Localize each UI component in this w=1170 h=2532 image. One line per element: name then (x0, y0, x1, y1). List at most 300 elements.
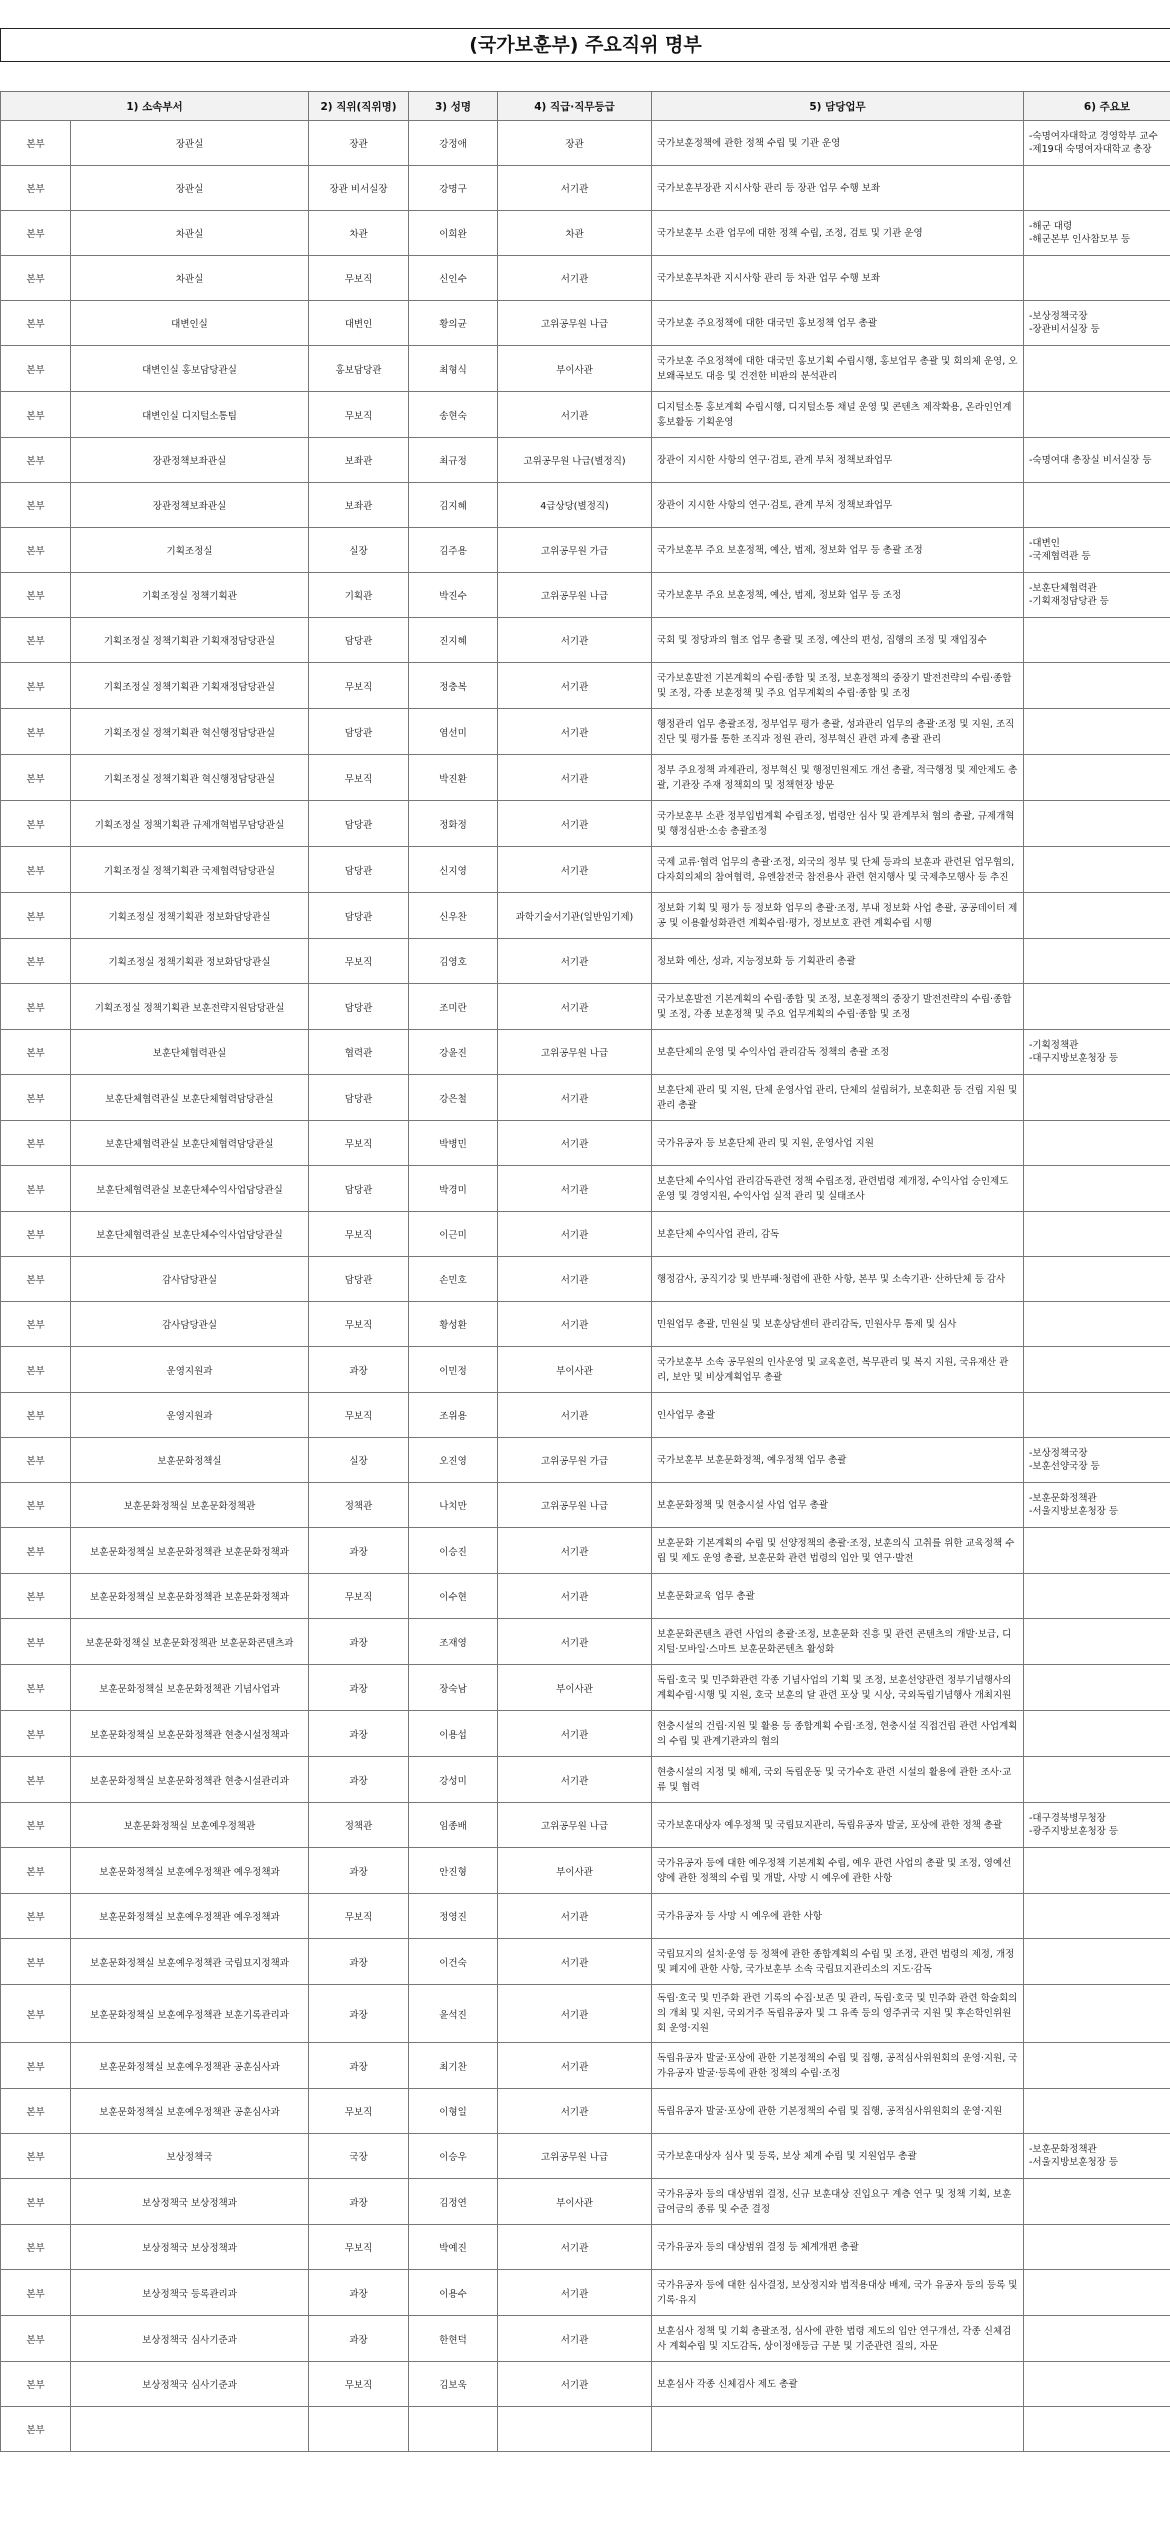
cell-duties: 국가유공자 등 보훈단체 관리 및 지원, 운영사업 지원 (652, 1121, 1024, 1166)
cell-grade: 서기관 (498, 2362, 652, 2407)
cell-position: 정책관 (309, 1803, 409, 1848)
cell-department: 운영지원과 (71, 1393, 309, 1438)
cell-position: 무보직 (309, 1894, 409, 1939)
cell-name: 황의균 (409, 301, 498, 346)
cell-position: 무보직 (309, 392, 409, 438)
cell-duties: 민원업무 총괄, 민원실 및 보훈상담센터 관리감독, 민원사무 통제 및 심사 (652, 1302, 1024, 1347)
cell-name: 조재영 (409, 1619, 498, 1665)
cell-grade: 부이사관 (498, 346, 652, 392)
cell-hq: 본부 (1, 1030, 71, 1075)
cell-name: 강윤진 (409, 1030, 498, 1075)
cell-position: 보좌관 (309, 483, 409, 528)
cell-department: 보훈단체협력관실 (71, 1030, 309, 1075)
cell-name: 신지영 (409, 847, 498, 893)
cell-department: 보훈문화정책실 보훈예우정책관 예우정책과 (71, 1894, 309, 1939)
cell-hq: 본부 (1, 1665, 71, 1711)
cell-hq: 본부 (1, 847, 71, 893)
table-row (1, 256, 1170, 301)
table-row (1, 2407, 1170, 2452)
cell-hq: 본부 (1, 1166, 71, 1212)
cell-department: 보훈단체협력관실 보훈단체수익사업담당관실 (71, 1166, 309, 1212)
cell-hq: 본부 (1, 1803, 71, 1848)
cell-grade: 과학기술서기관(일반임기제) (498, 893, 652, 939)
cell-duties: 국가보훈대상자 심사 및 등록, 보상 체계 수립 및 지원업무 총괄 (652, 2134, 1024, 2179)
cell-hq: 본부 (1, 2316, 71, 2362)
table-row (1, 1302, 1170, 1347)
cell-career (1024, 618, 1170, 663)
cell-hq: 본부 (1, 483, 71, 528)
table-row (1, 893, 1170, 939)
table-row (1, 2316, 1170, 2362)
cell-name: 나치만 (409, 1483, 498, 1528)
cell-grade: 서기관 (498, 1302, 652, 1347)
cell-name: 강명구 (409, 166, 498, 211)
cell-grade: 장관 (498, 121, 652, 166)
cell-grade: 서기관 (498, 984, 652, 1030)
cell-hq: 본부 (1, 1075, 71, 1121)
cell-name: 강성미 (409, 1757, 498, 1803)
cell-career: -해군 대령 -해군본부 인사참모부 등 (1024, 211, 1170, 256)
cell-name: 이승진 (409, 1528, 498, 1574)
cell-position: 담당관 (309, 801, 409, 847)
cell-name: 박예진 (409, 2225, 498, 2270)
cell-grade: 4급상당(별정직) (498, 483, 652, 528)
cell-hq: 본부 (1, 893, 71, 939)
cell-position: 과장 (309, 2179, 409, 2225)
cell-career (1024, 984, 1170, 1030)
cell-career (1024, 1985, 1170, 2043)
cell-position: 담당관 (309, 1075, 409, 1121)
cell-department: 보상정책국 심사기준과 (71, 2316, 309, 2362)
cell-grade: 서기관 (498, 1075, 652, 1121)
cell-position: 실장 (309, 1438, 409, 1483)
table-row (1, 166, 1170, 211)
cell-duties: 국가보훈부 주요 보훈정책, 예산, 법제, 정보화 업무 등 조정 (652, 573, 1024, 618)
cell-department: 보훈문화정책실 보훈문화정책관 보훈문화정책과 (71, 1574, 309, 1619)
table-row (1, 1166, 1170, 1212)
cell-position: 과장 (309, 1711, 409, 1757)
cell-grade: 서기관 (498, 2225, 652, 2270)
cell-department: 차관실 (71, 256, 309, 301)
table-row (1, 1347, 1170, 1393)
cell-name: 김지혜 (409, 483, 498, 528)
cell-career: -숙명여대 총장실 비서실장 등 (1024, 438, 1170, 483)
cell-career (1024, 1257, 1170, 1302)
cell-duties: 인사업무 총괄 (652, 1393, 1024, 1438)
cell-name: 강정애 (409, 121, 498, 166)
cell-name: 이수현 (409, 1574, 498, 1619)
cell-hq: 본부 (1, 1212, 71, 1257)
cell-name: 이용섭 (409, 1711, 498, 1757)
cell-department: 보상정책국 보상정책과 (71, 2179, 309, 2225)
cell-grade: 고위공무원 나급(별정직) (498, 438, 652, 483)
cell-name: 조위용 (409, 1393, 498, 1438)
table-row (1, 801, 1170, 847)
cell-duties: 보훈단체 관리 및 지원, 단체 운영사업 관리, 단체의 설립허가, 보훈회관 등 건립 지원 및 관리 총괄 (652, 1075, 1024, 1121)
cell-department: 보훈문화정책실 보훈문화정책관 보훈문화콘텐츠과 (71, 1619, 309, 1665)
cell-name: 정충복 (409, 663, 498, 709)
cell-name: 이희완 (409, 211, 498, 256)
cell-career (1024, 2179, 1170, 2225)
cell-career (1024, 1939, 1170, 1985)
table-row (1, 1528, 1170, 1574)
cell-grade: 고위공무원 가급 (498, 528, 652, 573)
table-row (1, 211, 1170, 256)
table-row (1, 1030, 1170, 1075)
cell-hq: 본부 (1, 166, 71, 211)
cell-position: 대변인 (309, 301, 409, 346)
cell-position: 과장 (309, 2316, 409, 2362)
cell-career (1024, 2316, 1170, 2362)
cell-duties: 장관이 지시한 사항의 연구·검토, 관계 부처 정책보좌업무 (652, 438, 1024, 483)
cell-department: 보훈문화정책실 보훈문화정책관 (71, 1483, 309, 1528)
cell-grade: 서기관 (498, 663, 652, 709)
cell-career: -기획정책관 -대구지방보훈청장 등 (1024, 1030, 1170, 1075)
cell-hq: 본부 (1, 256, 71, 301)
cell-name: 정영진 (409, 1894, 498, 1939)
cell-hq: 본부 (1, 1302, 71, 1347)
table-row (1, 346, 1170, 392)
cell-grade: 서기관 (498, 1711, 652, 1757)
cell-name: 신인수 (409, 256, 498, 301)
cell-name: 임종배 (409, 1803, 498, 1848)
cell-career (1024, 392, 1170, 438)
cell-department: 기획조정실 정책기획관 혁신행정담당관실 (71, 755, 309, 801)
cell-name: 박경미 (409, 1166, 498, 1212)
cell-grade: 서기관 (498, 2316, 652, 2362)
table-row (1, 618, 1170, 663)
table-row (1, 709, 1170, 755)
cell-hq: 본부 (1, 1848, 71, 1894)
cell-career (1024, 755, 1170, 801)
cell-duties: 국가유공자 등의 대상범위 결정 등 체계개편 총괄 (652, 2225, 1024, 2270)
cell-duties: 현충시설의 지정 및 해제, 국외 독립운동 및 국가수호 관련 시설의 활용에 관한 조사·교류 및 협력 (652, 1757, 1024, 1803)
cell-hq: 본부 (1, 1347, 71, 1393)
cell-name: 윤석진 (409, 1985, 498, 2043)
table-row (1, 573, 1170, 618)
cell-department: 기획조정실 정책기획관 보훈전략지원담당관실 (71, 984, 309, 1030)
cell-department: 기획조정실 정책기획관 정보화담당관실 (71, 893, 309, 939)
cell-grade: 부이사관 (498, 1665, 652, 1711)
cell-career: -대변인 -국제협력관 등 (1024, 528, 1170, 573)
cell-duties: 보훈단체 수익사업 관리, 감독 (652, 1212, 1024, 1257)
cell-name: 진지혜 (409, 618, 498, 663)
cell-duties: 정부 주요정책 과제관리, 정부혁신 및 행정민원제도 개선 총괄, 적극행정 및 제안제도 총괄, 기관장 주재 정책회의 및 정책현장 방문 (652, 755, 1024, 801)
cell-career (1024, 893, 1170, 939)
cell-position: 과장 (309, 2270, 409, 2316)
table-row (1, 528, 1170, 573)
cell-duties: 정보화 예산, 성과, 지능정보화 등 기획관리 총괄 (652, 939, 1024, 984)
cell-duties: 현충시설의 건립·지원 및 활용 등 종합계획 수립·조정, 현충시설 직접건립 관련 사업계획의 수립 및 관계기관과의 협의 (652, 1711, 1024, 1757)
cell-department: 보상정책국 (71, 2134, 309, 2179)
cell-grade: 서기관 (498, 1257, 652, 1302)
cell-hq: 본부 (1, 1574, 71, 1619)
cell-position: 장관 (309, 121, 409, 166)
cell-career (1024, 847, 1170, 893)
cell-career (1024, 939, 1170, 984)
table-row (1, 1257, 1170, 1302)
cell-duties: 보훈문화콘텐츠 관련 사업의 총괄·조정, 보훈문화 진흥 및 관련 콘텐츠의 개발·보급, 디지털·모바일·스마트 보훈문화콘텐츠 활성화 (652, 1619, 1024, 1665)
table-row (1, 2043, 1170, 2089)
table-row (1, 392, 1170, 438)
cell-career (1024, 1075, 1170, 1121)
cell-duties: 국가보훈부 소관 정부입법계획 수립조정, 법령안 심사 및 관계부처 협의 총괄, 규제개혁 및 행정심판·소송 총괄조정 (652, 801, 1024, 847)
cell-department: 기획조정실 정책기획관 혁신행정담당관실 (71, 709, 309, 755)
cell-hq: 본부 (1, 1528, 71, 1574)
cell-position: 담당관 (309, 709, 409, 755)
cell-hq: 본부 (1, 2225, 71, 2270)
cell-hq: 본부 (1, 939, 71, 984)
cell-position: 장관 비서실장 (309, 166, 409, 211)
cell-grade (498, 2407, 652, 2452)
cell-position: 담당관 (309, 1166, 409, 1212)
cell-position: 담당관 (309, 847, 409, 893)
cell-department: 보훈문화정책실 보훈문화정책관 현충시설정책과 (71, 1711, 309, 1757)
cell-duties: 국가유공자 등의 대상범위 결정, 신규 보훈대상 진입요구 계층 연구 및 정책 기획, 보훈급여금의 종류 및 수준 결정 (652, 2179, 1024, 2225)
cell-grade: 서기관 (498, 1619, 652, 1665)
table-row (1, 1665, 1170, 1711)
cell-department: 보상정책국 등록관리과 (71, 2270, 309, 2316)
cell-grade: 서기관 (498, 755, 652, 801)
cell-position: 과장 (309, 1939, 409, 1985)
cell-hq: 본부 (1, 1939, 71, 1985)
table-row (1, 2225, 1170, 2270)
cell-career: -보훈문화정책관 -서울지방보훈청장 등 (1024, 1483, 1170, 1528)
cell-department (71, 2407, 309, 2452)
cell-department: 대변인실 홍보담당관실 (71, 346, 309, 392)
cell-hq: 본부 (1, 1121, 71, 1166)
cell-career (1024, 483, 1170, 528)
cell-grade: 부이사관 (498, 1347, 652, 1393)
cell-duties: 국가보훈발전 기본계획의 수립·종합 및 조정, 보훈정책의 중장기 발전전략의 수립·종합 및 조정, 각종 보훈정책 및 주요 업무계획의 수립·종합 및 조정 (652, 984, 1024, 1030)
table-row (1, 1438, 1170, 1483)
cell-career: -숙명여자대학교 경영학부 교수 -제19대 숙명여자대학교 총장 (1024, 121, 1170, 166)
cell-grade: 서기관 (498, 847, 652, 893)
cell-name: 최기찬 (409, 2043, 498, 2089)
cell-career (1024, 1393, 1170, 1438)
cell-hq: 본부 (1, 1757, 71, 1803)
cell-duties: 국가유공자 등 사망 시 예우에 관한 사항 (652, 1894, 1024, 1939)
table-row (1, 1483, 1170, 1528)
cell-grade: 서기관 (498, 2270, 652, 2316)
cell-hq: 본부 (1, 1257, 71, 1302)
cell-grade: 차관 (498, 211, 652, 256)
table-row (1, 2134, 1170, 2179)
cell-department: 보훈문화정책실 보훈예우정책관 (71, 1803, 309, 1848)
cell-position: 무보직 (309, 1121, 409, 1166)
cell-grade: 서기관 (498, 166, 652, 211)
cell-name: 박진수 (409, 573, 498, 618)
cell-position: 차관 (309, 211, 409, 256)
cell-career: -보훈단체협력관 -기획재정담당관 등 (1024, 573, 1170, 618)
cell-duties: 국가보훈부차관 지시사항 관리 등 차관 업무 수행 보좌 (652, 256, 1024, 301)
cell-name: 이근미 (409, 1212, 498, 1257)
cell-grade: 서기관 (498, 1985, 652, 2043)
cell-department: 보훈문화정책실 보훈예우정책관 보훈기록관리과 (71, 1985, 309, 2043)
cell-career (1024, 1121, 1170, 1166)
table-body (1, 121, 1170, 2452)
cell-department: 보훈문화정책실 보훈문화정책관 현충시설관리과 (71, 1757, 309, 1803)
cell-department: 운영지원과 (71, 1347, 309, 1393)
cell-career (1024, 1166, 1170, 1212)
cell-duties: 국가보훈 주요정책에 대한 대국민 홍보정책 업무 총괄 (652, 301, 1024, 346)
cell-name: 안진형 (409, 1848, 498, 1894)
cell-hq: 본부 (1, 2134, 71, 2179)
cell-duties: 독립유공자 발굴·포상에 관한 기본정책의 수립 및 집행, 공적심사위원회의 운영·지원 (652, 2089, 1024, 2134)
table-row (1, 1619, 1170, 1665)
cell-grade: 부이사관 (498, 1848, 652, 1894)
cell-name: 김정연 (409, 2179, 498, 2225)
cell-duties: 국제 교류·협력 업무의 총괄·조정, 외국의 정부 및 단체 등과의 보훈과 관련된 업무협의, 다자회의체의 참여협력, 유엔참전국 참전용사 관련 현지행사 및 국제추모행사 등 추진 (652, 847, 1024, 893)
cell-duties: 독립·호국 및 민주화관련 각종 기념사업의 기획 및 조정, 보훈선양관련 정부기념행사의 계획수립·시행 및 지원, 호국 보훈의 달 관련 포상 및 시상, 국외독립기념행사 개최지원 (652, 1665, 1024, 1711)
cell-position: 무보직 (309, 1212, 409, 1257)
table-row (1, 438, 1170, 483)
table-row (1, 1894, 1170, 1939)
cell-name: 오진영 (409, 1438, 498, 1483)
table-row (1, 663, 1170, 709)
header-name: 3) 성명 (409, 92, 498, 121)
header-career: 6) 주요보 (1024, 92, 1170, 121)
cell-duties: 장관이 지시한 사항의 연구·검토, 관계 부처 정책보좌업무 (652, 483, 1024, 528)
cell-duties: 정보화 기획 및 평가 등 정보화 업무의 총괄·조정, 부내 정보화 사업 총괄, 공공데이터 제공 및 이용활성화관련 계획수립·평가, 정보보호 관련 계획수립 시행 (652, 893, 1024, 939)
cell-position: 무보직 (309, 1393, 409, 1438)
cell-grade: 서기관 (498, 939, 652, 984)
cell-grade: 서기관 (498, 1757, 652, 1803)
cell-hq: 본부 (1, 346, 71, 392)
table-row (1, 121, 1170, 166)
cell-name: 김보욱 (409, 2362, 498, 2407)
cell-duties: 국가보훈부 주요 보훈정책, 예산, 법제, 정보화 업무 등 총괄 조정 (652, 528, 1024, 573)
cell-hq: 본부 (1, 2270, 71, 2316)
cell-duties: 국가보훈발전 기본계획의 수립·종합 및 조정, 보훈정책의 중장기 발전전략의 수립·종합 및 조정, 각종 보훈정책 및 주요 업무계획의 수립·종합 및 조정 (652, 663, 1024, 709)
cell-position: 과장 (309, 1619, 409, 1665)
cell-duties: 국가보훈부장관 지시사항 관리 등 장관 업무 수행 보좌 (652, 166, 1024, 211)
cell-hq: 본부 (1, 984, 71, 1030)
cell-position: 과장 (309, 1528, 409, 1574)
header-duties: 5) 담당업무 (652, 92, 1024, 121)
cell-position: 국장 (309, 2134, 409, 2179)
cell-hq: 본부 (1, 211, 71, 256)
cell-name: 최규정 (409, 438, 498, 483)
cell-career (1024, 1665, 1170, 1711)
cell-position: 무보직 (309, 1302, 409, 1347)
cell-position: 무보직 (309, 755, 409, 801)
cell-career (1024, 2225, 1170, 2270)
cell-duties: 국가보훈대상자 예우정책 및 국립묘지관리, 독립유공자 발굴, 포상에 관한 정책 총괄 (652, 1803, 1024, 1848)
cell-hq: 본부 (1, 2089, 71, 2134)
cell-department: 보훈문화정책실 보훈예우정책관 국립묘지정책과 (71, 1939, 309, 1985)
cell-department: 보훈문화정책실 보훈문화정책관 보훈문화정책과 (71, 1528, 309, 1574)
table-row (1, 1803, 1170, 1848)
header-grade: 4) 직급·직무등급 (498, 92, 652, 121)
cell-career (1024, 1894, 1170, 1939)
cell-name: 신우찬 (409, 893, 498, 939)
cell-department: 보훈문화정책실 보훈예우정책관 공훈심사과 (71, 2043, 309, 2089)
cell-department: 감사담당관실 (71, 1257, 309, 1302)
cell-grade: 서기관 (498, 1574, 652, 1619)
page-title-box (0, 28, 1170, 62)
cell-position (309, 2407, 409, 2452)
header-row (1, 92, 1170, 121)
cell-name: 이용수 (409, 2270, 498, 2316)
cell-hq: 본부 (1, 1438, 71, 1483)
cell-grade: 서기관 (498, 1939, 652, 1985)
cell-name: 조미란 (409, 984, 498, 1030)
table-row (1, 2179, 1170, 2225)
table-row (1, 984, 1170, 1030)
cell-duties: 국회 및 정당과의 협조 업무 총괄 및 조정, 예산의 편성, 집행의 조정 및 재입징수 (652, 618, 1024, 663)
cell-grade: 고위공무원 나급 (498, 1030, 652, 1075)
cell-position: 정책관 (309, 1483, 409, 1528)
cell-name: 이승우 (409, 2134, 498, 2179)
cell-duties: 보훈단체 수익사업 관리감독관련 정책 수립조정, 관련법령 제개정, 수익사업 승인제도 운영 및 경영지원, 수익사업 실적 관리 및 실태조사 (652, 1166, 1024, 1212)
cell-name: 박병민 (409, 1121, 498, 1166)
cell-name: 이민정 (409, 1347, 498, 1393)
cell-career (1024, 1757, 1170, 1803)
cell-duties: 국가보훈부 소관 업무에 대한 정책 수립, 조정, 검토 및 기관 운영 (652, 211, 1024, 256)
cell-department: 기획조정실 (71, 528, 309, 573)
cell-name: 이건숙 (409, 1939, 498, 1985)
cell-position: 무보직 (309, 2362, 409, 2407)
cell-position: 담당관 (309, 618, 409, 663)
cell-career (1024, 2089, 1170, 2134)
cell-department: 기획조정실 정책기획관 국제협력담당관실 (71, 847, 309, 893)
table-row (1, 2089, 1170, 2134)
cell-hq: 본부 (1, 709, 71, 755)
cell-name: 최형식 (409, 346, 498, 392)
cell-career (1024, 2043, 1170, 2089)
cell-name: 손민호 (409, 1257, 498, 1302)
cell-duties: 국가유공자 등에 대한 심사결정, 보상정지와 법적용대상 배제, 국가 유공자 등의 등록 및 기록·유지 (652, 2270, 1024, 2316)
table-row (1, 1757, 1170, 1803)
cell-duties: 국가보훈정책에 관한 정책 수립 및 기관 운영 (652, 121, 1024, 166)
cell-grade: 부이사관 (498, 2179, 652, 2225)
cell-hq: 본부 (1, 755, 71, 801)
cell-career (1024, 663, 1170, 709)
cell-department: 보훈단체협력관실 보훈단체협력담당관실 (71, 1075, 309, 1121)
cell-grade: 고위공무원 나급 (498, 2134, 652, 2179)
cell-career: -보훈문화정책관 -서울지방보훈청장 등 (1024, 2134, 1170, 2179)
cell-position: 담당관 (309, 893, 409, 939)
cell-department: 보상정책국 심사기준과 (71, 2362, 309, 2407)
table-row (1, 847, 1170, 893)
cell-name: 박진환 (409, 755, 498, 801)
table-header (1, 92, 1170, 121)
roster-table (0, 91, 1170, 2452)
cell-grade: 서기관 (498, 392, 652, 438)
cell-career (1024, 1619, 1170, 1665)
cell-hq: 본부 (1, 801, 71, 847)
table-row (1, 1939, 1170, 1985)
table-row (1, 1121, 1170, 1166)
cell-hq: 본부 (1, 438, 71, 483)
cell-name: 황성환 (409, 1302, 498, 1347)
cell-hq: 본부 (1, 663, 71, 709)
table-row (1, 483, 1170, 528)
cell-duties: 보훈심사 정책 및 기획 총괄조정, 심사에 관한 법령 제도의 입안 연구개선, 각종 신체검사 계획수립 및 지도감독, 상이정애등급 구분 및 기준관련 질의, 자문 (652, 2316, 1024, 2362)
cell-career (1024, 2407, 1170, 2452)
cell-position: 기획관 (309, 573, 409, 618)
cell-career (1024, 1302, 1170, 1347)
cell-department: 보훈문화정책실 보훈예우정책관 공훈심사과 (71, 2089, 309, 2134)
table-row (1, 1212, 1170, 1257)
cell-department: 보훈단체협력관실 보훈단체협력담당관실 (71, 1121, 309, 1166)
cell-name: 정화정 (409, 801, 498, 847)
cell-name: 강은철 (409, 1075, 498, 1121)
cell-position: 담당관 (309, 984, 409, 1030)
cell-grade: 서기관 (498, 256, 652, 301)
cell-hq: 본부 (1, 1483, 71, 1528)
